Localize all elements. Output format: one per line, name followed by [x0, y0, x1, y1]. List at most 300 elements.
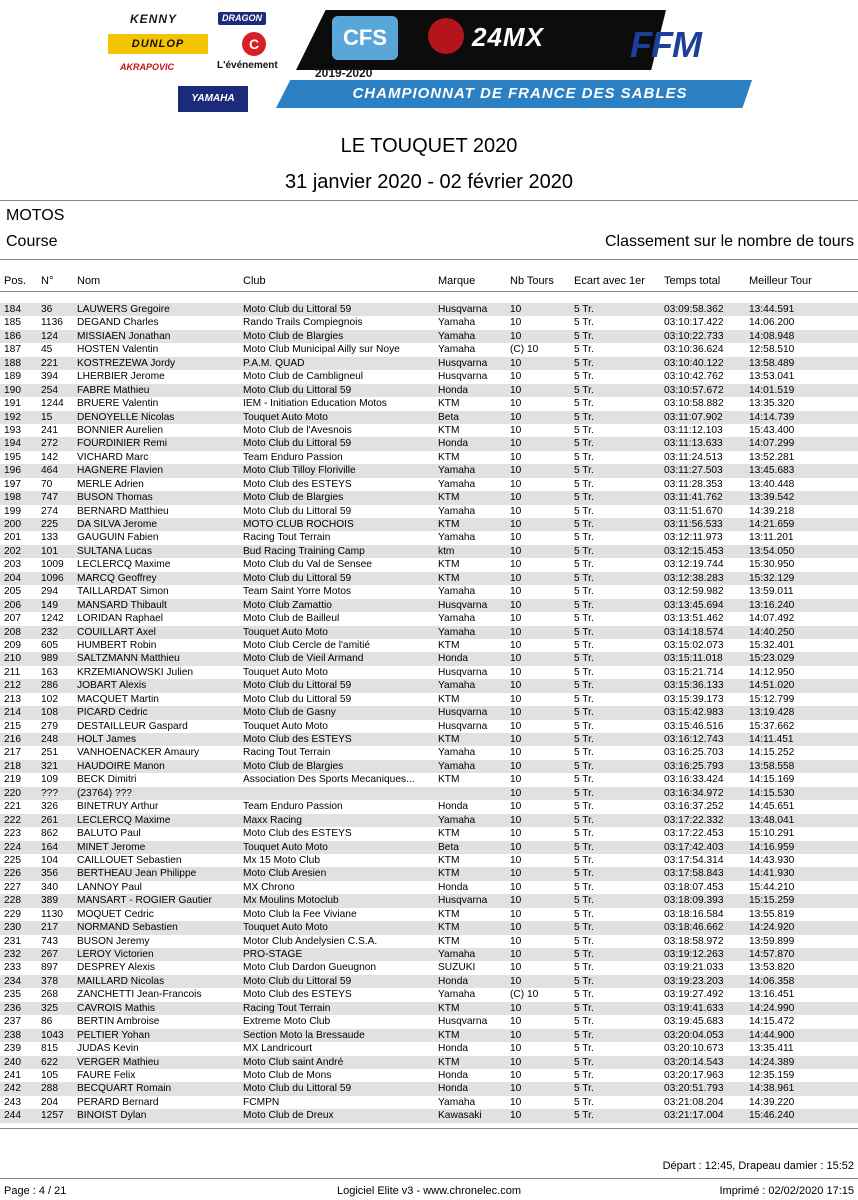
cell-total: 03:14:18.574: [664, 626, 724, 638]
cell-pos: 220: [4, 787, 21, 799]
cell-best: 12:35.159: [749, 1069, 795, 1081]
cell-best: 13:58.558: [749, 760, 795, 772]
cell-club: Team Saint Yorre Motos: [243, 586, 352, 598]
cell-total: 03:19:45.683: [664, 1016, 724, 1028]
cell-nom: BECK Dimitri: [77, 774, 137, 786]
cell-nom: CAVROIS Mathis: [77, 1002, 155, 1014]
cell-tours: (C) 10: [510, 344, 539, 356]
cell-num: 321: [41, 760, 58, 772]
cell-best: 13:48.041: [749, 814, 795, 826]
cell-ecart: 5 Tr.: [574, 532, 594, 544]
cell-nom: FAURE Felix: [77, 1069, 136, 1081]
cell-nom: BALUTO Paul: [77, 828, 141, 840]
cell-ecart: 5 Tr.: [574, 451, 594, 463]
cell-nom: MERLE Adrien: [77, 478, 144, 490]
cell-pos: 240: [4, 1056, 21, 1068]
cell-ecart: 5 Tr.: [574, 707, 594, 719]
event-title: LE TOUQUET 2020: [340, 135, 518, 157]
cell-pos: 193: [4, 424, 21, 436]
cell-tours: 10: [510, 693, 522, 705]
cell-best: 13:16.240: [749, 599, 795, 611]
cell-best: 15:32.129: [749, 572, 795, 584]
cell-total: 03:20:10.673: [664, 1043, 724, 1055]
cell-best: 14:57.870: [749, 949, 795, 960]
table-row: [0, 384, 858, 397]
cell-pos: 221: [4, 801, 21, 813]
cell-best: 13:11.201: [749, 532, 794, 544]
cell-num: 221: [41, 357, 58, 369]
table-row: [0, 343, 858, 356]
col-header-pos: Pos.: [4, 275, 27, 287]
cell-club: MOTO CLUB ROCHOIS: [243, 519, 354, 530]
software-credit: Logiciel Elite v3 - www.chronelec.com: [336, 1185, 522, 1197]
cell-total: 03:15:39.173: [664, 693, 724, 705]
cell-num: 217: [41, 922, 58, 934]
cell-nom: VICHARD Marc: [77, 451, 149, 463]
cell-nom: HAUDOIRE Manon: [77, 760, 165, 772]
cell-pos: 233: [4, 962, 21, 974]
cell-num: 142: [41, 451, 58, 463]
cell-total: 03:21:08.204: [664, 1096, 724, 1108]
cell-club: Moto Club des ESTEYS: [243, 989, 352, 1001]
cell-ecart: 5 Tr.: [574, 814, 594, 826]
cell-club: Moto Club du Littoral 59: [243, 438, 352, 450]
cell-nom: LANNOY Paul: [77, 881, 142, 893]
cell-best: 14:24.920: [749, 922, 795, 934]
cell-marque: Honda: [438, 881, 469, 893]
cell-pos: 217: [4, 747, 21, 759]
sponsor-banner: [100, 6, 760, 116]
cell-tours: 10: [510, 707, 522, 719]
cell-marque: KTM: [438, 774, 460, 786]
cell-club: Touquet Auto Moto: [243, 922, 328, 934]
cell-best: 14:15.252: [749, 747, 795, 759]
cell-num: 267: [41, 949, 58, 960]
cell-total: 03:10:58.882: [664, 398, 724, 410]
championship-title: CHAMPIONNAT DE FRANCE DES SABLES: [352, 85, 688, 102]
cell-best: 14:11.451: [749, 734, 794, 745]
cell-nom: HUMBERT Robin: [77, 639, 157, 651]
cell-total: 03:18:58.972: [664, 935, 724, 947]
cell-nom: PICARD Cedric: [77, 707, 148, 719]
cell-best: 13:54.050: [749, 545, 795, 557]
cell-pos: 196: [4, 465, 21, 477]
cell-total: 03:10:42.762: [664, 371, 724, 383]
cell-total: 03:10:57.672: [664, 384, 724, 396]
table-row: [0, 491, 858, 504]
cell-tours: 10: [510, 398, 522, 410]
cell-total: 03:21:17.004: [664, 1110, 724, 1122]
table-row: [0, 545, 858, 558]
cell-best: 14:12.950: [749, 666, 795, 678]
cell-best: 13:19.428: [749, 707, 795, 719]
cell-num: 389: [41, 895, 58, 907]
cell-tours: 10: [510, 572, 522, 584]
cell-marque: Husqvarna: [438, 371, 488, 383]
cell-ecart: 5 Tr.: [574, 801, 594, 813]
cell-tours: 10: [510, 586, 522, 598]
cell-club: Association Des Sports Mecaniques...: [243, 774, 415, 786]
cell-nom: (23764) ???: [77, 787, 132, 799]
table-row: [0, 908, 858, 921]
cell-num: 36: [41, 304, 53, 315]
cell-pos: 225: [4, 854, 21, 866]
cell-club: P.A.M. QUAD: [243, 357, 305, 369]
cell-pos: 202: [4, 545, 21, 557]
cell-total: 03:17:58.843: [664, 868, 724, 880]
cell-marque: Yamaha: [438, 478, 476, 490]
cell-pos: 226: [4, 868, 21, 880]
cell-ecart: 5 Tr.: [574, 371, 594, 383]
cell-club: Moto Club des ESTEYS: [243, 828, 352, 840]
table-row: [0, 827, 858, 840]
cell-marque: Honda: [438, 438, 469, 450]
table-row: [0, 531, 858, 544]
cell-marque: Honda: [438, 801, 469, 813]
cell-ecart: 5 Tr.: [574, 854, 594, 866]
cell-tours: 10: [510, 626, 522, 638]
cell-nom: BUSON Jeremy: [77, 935, 150, 947]
cell-total: 03:20:17.963: [664, 1069, 724, 1081]
cell-nom: BERNARD Matthieu: [77, 505, 169, 517]
cell-total: 03:11:28.353: [664, 478, 723, 490]
cell-pos: 201: [4, 532, 21, 544]
sponsor-dunlop-logo: DUNLOP: [108, 34, 208, 54]
table-row: [0, 626, 858, 639]
table-row: [0, 760, 858, 773]
cell-pos: 231: [4, 935, 21, 947]
cell-best: 14:43.930: [749, 854, 795, 866]
cell-marque: Honda: [438, 384, 469, 396]
cell-nom: BECQUART Romain: [77, 1083, 172, 1095]
cell-best: 14:08.948: [749, 330, 795, 342]
cell-tours: 10: [510, 734, 522, 745]
table-row: [0, 303, 858, 316]
cell-pos: 204: [4, 572, 21, 584]
cell-nom: LORIDAN Raphael: [77, 613, 164, 625]
cell-nom: HOSTEN Valentin: [77, 344, 159, 356]
table-row: [0, 505, 858, 518]
cell-tours: 10: [510, 975, 522, 987]
cell-tours: 10: [510, 519, 522, 530]
cell-pos: 195: [4, 451, 21, 463]
24mx-helmet-icon: [428, 18, 464, 54]
cell-ecart: 5 Tr.: [574, 559, 594, 571]
cell-marque: Yamaha: [438, 949, 476, 960]
cell-marque: Yamaha: [438, 814, 476, 826]
cell-total: 03:19:21.033: [664, 962, 724, 974]
cell-ecart: 5 Tr.: [574, 639, 594, 651]
cell-num: 108: [41, 707, 58, 719]
cell-tours: 10: [510, 908, 522, 920]
cell-tours: 10: [510, 1016, 522, 1028]
cell-num: 622: [41, 1056, 58, 1068]
cell-pos: 229: [4, 908, 21, 920]
cell-num: 1130: [41, 908, 63, 920]
cell-num: 163: [41, 666, 58, 678]
cell-total: 03:20:14.543: [664, 1056, 724, 1068]
start-info: Départ : 12:45, Drapeau damier : 15:52: [662, 1160, 854, 1172]
cell-nom: MANSART - ROGIER Gautier: [77, 895, 212, 907]
cell-marque: KTM: [438, 868, 460, 880]
table-row: [0, 437, 858, 450]
table-row: [0, 800, 858, 813]
col-header-marque: Marque: [438, 275, 476, 287]
cell-tours: 10: [510, 881, 522, 893]
cell-num: 45: [41, 344, 53, 356]
cell-ecart: 5 Tr.: [574, 411, 594, 423]
cell-nom: GAUGUIN Fabien: [77, 532, 159, 544]
cell-ecart: 5 Tr.: [574, 935, 594, 947]
table-row: [0, 330, 858, 343]
cell-marque: Yamaha: [438, 613, 476, 625]
cell-num: 232: [41, 626, 58, 638]
cell-marque: KTM: [438, 451, 460, 463]
cell-tours: 10: [510, 720, 522, 732]
table-row: [0, 316, 858, 329]
cell-club: PRO-STAGE: [243, 949, 303, 960]
cell-club: Moto Club Municipal Ailly sur Noye: [243, 344, 400, 356]
cell-tours: 10: [510, 747, 522, 759]
cell-marque: Honda: [438, 1083, 469, 1095]
cell-pos: 228: [4, 895, 21, 907]
cell-num: 326: [41, 801, 58, 813]
cell-nom: LHERBIER Jerome: [77, 371, 165, 383]
cell-club: Moto Club du Littoral 59: [243, 304, 352, 315]
cell-tours: 10: [510, 854, 522, 866]
table-row: [0, 357, 858, 370]
cell-ecart: 5 Tr.: [574, 492, 594, 504]
cell-club: Motor Club Andelysien C.S.A.: [243, 935, 378, 947]
cell-nom: BUSON Thomas: [77, 492, 153, 504]
cell-club: Moto Club du Littoral 59: [243, 680, 352, 692]
cell-total: 03:16:25.703: [664, 747, 724, 759]
cell-num: 102: [41, 693, 58, 705]
cell-ecart: 5 Tr.: [574, 357, 594, 369]
results-table-header: [0, 275, 858, 289]
cell-club: Moto Club Cercle de l'amitié: [243, 639, 371, 651]
cell-best: 14:16.959: [749, 841, 795, 853]
cell-best: 12:58.510: [749, 344, 795, 356]
cell-best: 13:44.591: [749, 304, 795, 315]
cell-marque: Husqvarna: [438, 1016, 488, 1028]
cell-nom: VERGER Mathieu: [77, 1056, 160, 1068]
cell-pos: 241: [4, 1069, 21, 1081]
table-row: [0, 1096, 858, 1109]
cell-ecart: 5 Tr.: [574, 626, 594, 638]
cell-best: 14:15.530: [749, 787, 795, 799]
print-date: Imprimé : 02/02/2020 17:15: [719, 1185, 854, 1197]
cell-nom: DA SILVA Jerome: [77, 519, 158, 530]
cell-tours: 10: [510, 868, 522, 880]
cell-ecart: 5 Tr.: [574, 962, 594, 974]
cell-tours: 10: [510, 505, 522, 517]
cell-pos: 212: [4, 680, 21, 692]
cell-best: 14:14.739: [749, 411, 795, 423]
cell-total: 03:11:51.670: [664, 505, 723, 517]
cell-tours: 10: [510, 1029, 522, 1041]
cell-ecart: 5 Tr.: [574, 693, 594, 705]
cell-nom: KOSTREZEWA Jordy: [77, 357, 176, 369]
cell-total: 03:11:24.513: [664, 451, 723, 463]
cell-pos: 213: [4, 693, 21, 705]
cell-ecart: 5 Tr.: [574, 586, 594, 598]
cell-club: Moto Club Tilloy Floriville: [243, 465, 356, 477]
cell-nom: BERTIN Ambroise: [77, 1016, 160, 1028]
cell-club: Moto Club Dardon Gueugnon: [243, 962, 377, 974]
cell-pos: 187: [4, 344, 21, 356]
table-row: [0, 599, 858, 612]
cfs-logo: CFS: [332, 16, 398, 60]
cell-num: 15: [41, 411, 53, 423]
cell-ecart: 5 Tr.: [574, 572, 594, 584]
table-row: [0, 612, 858, 625]
cell-pos: 234: [4, 975, 21, 987]
table-row: [0, 733, 858, 746]
cell-num: 70: [41, 478, 53, 490]
cell-marque: KTM: [438, 424, 460, 436]
cell-nom: DESPREY Alexis: [77, 962, 155, 974]
cell-marque: Yamaha: [438, 532, 476, 544]
cell-total: 03:18:16.584: [664, 908, 724, 920]
cell-club: Team Enduro Passion: [243, 801, 343, 813]
table-row: [0, 1042, 858, 1055]
cell-ecart: 5 Tr.: [574, 519, 594, 530]
cell-best: 13:58.489: [749, 357, 795, 369]
session-label: Course: [6, 233, 58, 250]
cell-pos: 219: [4, 774, 21, 786]
cell-marque: Honda: [438, 975, 469, 987]
cell-club: Moto Club du Littoral 59: [243, 572, 352, 584]
cell-tours: 10: [510, 384, 522, 396]
cell-best: 15:44.210: [749, 881, 795, 893]
cell-club: Moto Club de Blargies: [243, 760, 344, 772]
cell-num: 268: [41, 989, 58, 1001]
cell-marque: Yamaha: [438, 586, 476, 598]
cell-nom: MANSARD Thibault: [77, 599, 167, 611]
cell-ecart: 5 Tr.: [574, 949, 594, 960]
cell-pos: 188: [4, 357, 21, 369]
cell-num: 325: [41, 1002, 58, 1014]
cell-tours: 10: [510, 465, 522, 477]
cell-ecart: 5 Tr.: [574, 1110, 594, 1122]
cell-pos: 184: [4, 304, 21, 315]
cell-marque: KTM: [438, 854, 460, 866]
sponsor-yamaha-logo: YAMAHA: [178, 86, 248, 112]
cell-pos: 191: [4, 398, 21, 410]
cell-ecart: 5 Tr.: [574, 304, 594, 315]
cell-nom: LECLERCQ Maxime: [77, 814, 171, 826]
cell-ecart: 5 Tr.: [574, 680, 594, 692]
cell-marque: KTM: [438, 935, 460, 947]
24mx-logo: 24MX: [472, 22, 544, 52]
cell-marque: KTM: [438, 828, 460, 840]
cell-best: 14:39.220: [749, 1096, 795, 1108]
cell-pos: 190: [4, 384, 21, 396]
event-dates: 31 janvier 2020 - 02 février 2020: [285, 171, 573, 193]
cell-nom: BERTHEAU Jean Philippe: [77, 868, 197, 880]
table-row: [0, 693, 858, 706]
cell-pos: 235: [4, 989, 21, 1001]
page-number: Page : 4 / 21: [4, 1185, 67, 1197]
cell-nom: LAUWERS Gregoire: [77, 304, 170, 315]
table-row: [0, 706, 858, 719]
cell-best: 14:40.250: [749, 626, 795, 638]
table-row: [0, 841, 858, 854]
cell-best: 15:10.291: [749, 828, 795, 840]
cell-ecart: 5 Tr.: [574, 330, 594, 342]
cell-tours: 10: [510, 1096, 522, 1108]
cell-marque: KTM: [438, 519, 460, 530]
cell-best: 13:59.011: [749, 586, 794, 598]
cell-pos: 242: [4, 1083, 21, 1095]
cell-num: 747: [41, 492, 58, 504]
cell-ecart: 5 Tr.: [574, 1002, 594, 1014]
cell-best: 14:24.990: [749, 1002, 795, 1014]
cell-ecart: 5 Tr.: [574, 317, 594, 329]
cell-nom: BRUERE Valentin: [77, 398, 159, 410]
cell-tours: 10: [510, 478, 522, 490]
cell-best: 13:35.411: [749, 1043, 794, 1055]
cell-total: 03:12:19.744: [664, 559, 724, 571]
cell-total: 03:17:22.453: [664, 828, 724, 840]
cell-num: ???: [41, 787, 58, 799]
cell-total: 03:18:46.662: [664, 922, 724, 934]
cell-ecart: 5 Tr.: [574, 868, 594, 880]
cell-pos: 198: [4, 492, 21, 504]
cell-marque: Beta: [438, 411, 459, 423]
category-label: MOTOS: [6, 207, 65, 224]
cell-marque: Husqvarna: [438, 707, 488, 719]
table-row: [0, 773, 858, 786]
cell-club: Moto Club du Littoral 59: [243, 975, 352, 987]
col-header-nom: Nom: [77, 275, 101, 287]
cell-marque: Beta: [438, 841, 459, 853]
cell-best: 14:38.961: [749, 1083, 795, 1095]
cell-num: 101: [41, 545, 58, 557]
cell-tours: 10: [510, 599, 522, 611]
cell-club: Touquet Auto Moto: [243, 411, 328, 423]
cell-nom: DEGAND Charles: [77, 317, 159, 329]
cell-marque: Husqvarna: [438, 666, 488, 678]
cell-best: 13:52.281: [749, 451, 795, 463]
table-row: [0, 1002, 858, 1015]
cell-club: Moto Club de Blargies: [243, 330, 344, 342]
cell-tours: 10: [510, 774, 522, 786]
cell-tours: 10: [510, 613, 522, 625]
cell-nom: ZANCHETTI Jean-Francois: [77, 989, 202, 1001]
cell-tours: 10: [510, 304, 522, 315]
cell-num: 124: [41, 330, 58, 342]
cell-nom: CAILLOUET Sebastien: [77, 854, 182, 866]
cell-nom: HOLT James: [77, 734, 137, 745]
cell-tours: 10: [510, 828, 522, 840]
cell-num: 394: [41, 371, 58, 383]
cell-num: 286: [41, 680, 58, 692]
cell-pos: 209: [4, 639, 21, 651]
cell-club: Bud Racing Training Camp: [243, 545, 365, 557]
table-row: [0, 1109, 858, 1122]
cell-marque: Yamaha: [438, 760, 476, 772]
cell-num: 272: [41, 438, 58, 450]
cell-best: 13:55.819: [749, 908, 795, 920]
cell-marque: Kawasaki: [438, 1110, 482, 1122]
cell-marque: KTM: [438, 559, 460, 571]
cell-tours: 10: [510, 922, 522, 934]
cell-num: 1242: [41, 613, 64, 625]
cell-club: Extreme Moto Club: [243, 1016, 331, 1028]
cell-marque: KTM: [438, 1002, 460, 1014]
